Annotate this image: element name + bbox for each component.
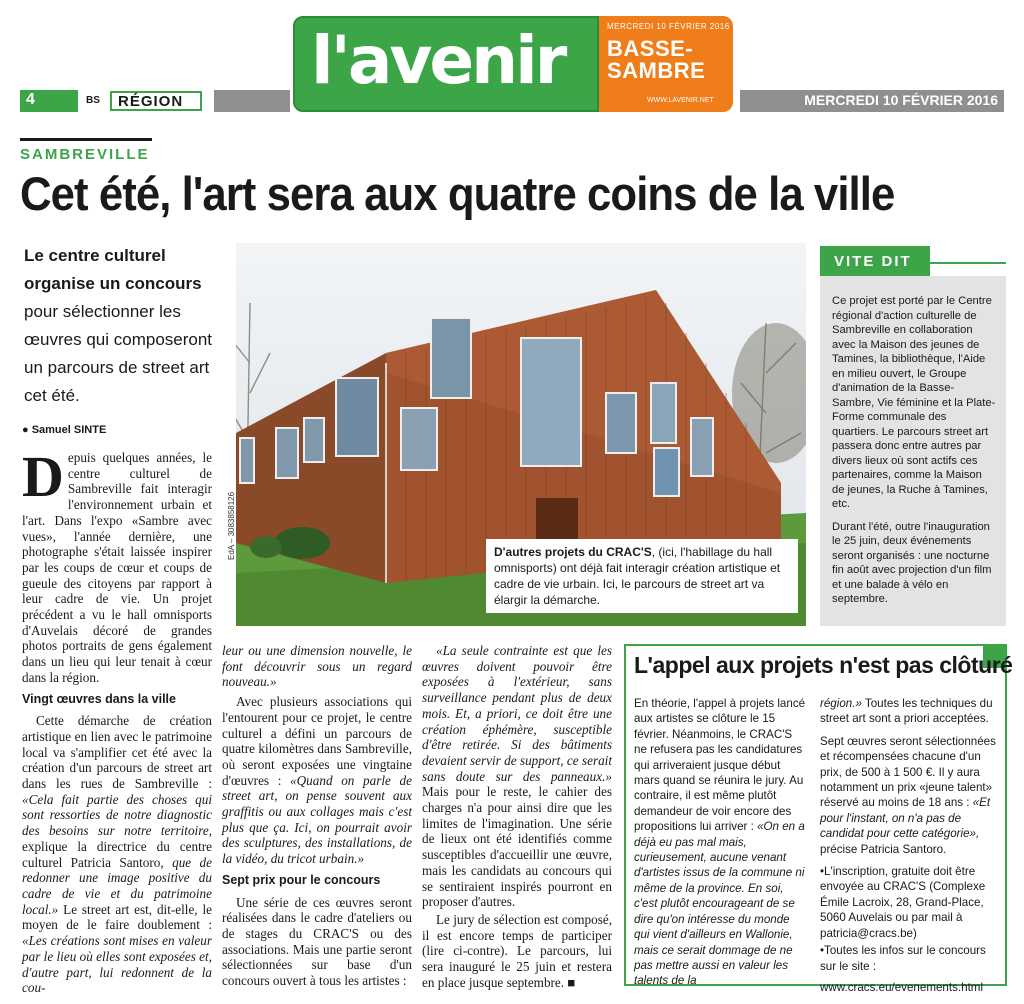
dropcap: D: [22, 444, 64, 509]
vite-dit-title: VITE DIT: [820, 246, 930, 276]
kicker-rule: [20, 138, 152, 141]
appel-right-quote-1: région.»: [820, 697, 862, 710]
article-column-2: [222, 643, 412, 991]
col1-paragraph-2b: explique la directrice du centre culturel Patricia Santoro,: [22, 838, 212, 870]
col3-paragraph-1: Mais pour le reste, le cahier des charges n'a pour ainsi dire que les limites de l'imagination. Une série de lieux ont été identifiés comme susceptibles d'accueillir une œuvre, mais les candidats au concours qui se sentiraient inspirés pourront en proposer d'autres.: [422, 784, 612, 910]
chapo-bold-2: organise un concours: [24, 274, 202, 293]
logo-text: l'avenir: [311, 22, 565, 99]
chapo-bold-1: Le centre culturel: [24, 246, 166, 265]
col2-quote-2: «Quand on parle de street art, on pense souvent aux graffitis ou aux collages mais c'est plus que ça. Ici, on pourrait avoir des sculptures, des installations, de la vidéo, du tricot urbain.»: [222, 772, 412, 867]
col3-quote-1: «La seule contrainte est que les œuvres doivent pouvoir être exposées à l'extérieur, sans surveillance pendant plus de deux mois. Et, a priori, ce doit être une création éphémère, susceptible d'être retirée. Si des bâtiments devaient servir de support, ce serait sans doute sur des panneaux.»: [422, 643, 612, 784]
appel-column-right: [820, 696, 1000, 1002]
edition-url: WWW.LAVENIR.NET: [647, 97, 714, 104]
appel-right-quote-2: «Et pour l'instant, on n'a pas de candidat pour cette catégorie»,: [820, 796, 991, 841]
appel-box-top-rule: [624, 644, 983, 646]
article-column-1: [22, 444, 212, 998]
col1-quote-2: que de redonner une image positive du cadre de vie et du patrimoine local.»: [22, 854, 212, 917]
subhead-sept-prix: Sept prix pour le concours: [222, 872, 381, 887]
byline: ● Samuel SINTE: [22, 424, 107, 436]
vite-dit-box: [820, 276, 1006, 626]
col1-quote-1: «Cela fait partie des choses qui sont ressorties de notre diagnostic des besoins sur notre territoire,: [22, 791, 212, 839]
appel-right-paragraph-2b: précise Patricia Santoro.: [820, 842, 947, 856]
edition-name: BASSE-SAMBRE: [607, 36, 706, 83]
col1-paragraph-2a: Cette démarche de création artistique en lien avec le patrimoine local va s'amplifier cet été avec la création d'un parcours de street art dans les rues de Sambreville :: [22, 713, 212, 792]
appel-right-inscription: •L'inscription, gratuite doit être envoyée au CRAC'S (Complexe Émile Lacroix, 28, Grand-Place, 5060 Auvelais ou par mail à patricia@cracs.be): [820, 865, 986, 940]
appel-right-infos: •Toutes les infos sur le concours sur le site :: [820, 944, 986, 973]
header-band-left: [214, 90, 290, 112]
appel-right-paragraph-1: Toutes les techniques du street art sont a priori acceptées.: [820, 697, 993, 726]
edition-box: [599, 16, 733, 112]
col1-quote-3: «Les créations sont mises en valeur par le lieu où elles sont exposées et, d'autre part, lui redonnent de la cou-: [22, 933, 212, 996]
caption-bold: D'autres projets du CRAC'S: [494, 545, 652, 559]
kicker: SAMBREVILLE: [20, 146, 150, 163]
chapo-text: pour sélectionner les œuvres qui composeront un parcours de street art cet été.: [24, 302, 213, 405]
appel-right-paragraph-2a: Sept œuvres seront sélectionnées et récompensées chacune d'un prix, de 500 à 1 500 €. Il y aura notamment un prix «jeune talent» réservé au moins de 18 ans :: [820, 734, 996, 810]
appel-left-text: En théorie, l'appel à projets lancé aux artistes se clôture le 15 février. Néanmoins, le CRAC'S ne refusera pas les candidatures qui arriveraient jusque début mars quand se réunira le jury. Au contraire, il est même plutôt demandeur de voir encore des propositions lui arriver :: [634, 697, 806, 834]
appel-left-quote: «On en a déjà eu pas mal mais, curieusement, aucune venant d'artistes issus de la commune ni même de la province. En soi, c'est plutôt encourageant de se dire qu'on intéresse du monde qui vient d'ailleurs en Wallonie, mais ce serait dommage de ne pas mettre aussi en valeur les talents de la: [634, 820, 805, 988]
header-date: MERCREDI 10 FÉVRIER 2016: [740, 90, 1004, 112]
logo: [293, 16, 599, 112]
article-column-3: [422, 643, 612, 992]
appel-right-url[interactable]: www.cracs.eu/evenements.html: [820, 980, 984, 994]
photo-caption: [486, 539, 798, 613]
col3-paragraph-2: Le jury de sélection est composé, il est encore temps de participer (lire ci-contre). Le parcours, lui sera inauguré le 25 juin et restera en place jusque septembre. ■: [422, 911, 612, 990]
masthead: [293, 16, 733, 112]
headline: Cet été, l'art sera aux quatre coins de la ville: [20, 167, 895, 220]
col2-quote-1: leur ou une dimension nouvelle, le font découvrir sous un regard nouveau.»: [222, 643, 412, 690]
appel-title: L'appel aux projets n'est pas clôturé: [634, 652, 1013, 678]
appel-column-left: [634, 696, 806, 996]
caption-text: , (ici, l'habillage du hall omnisports) ont déjà fait interagir création artistique et cadre de vie urbain. Ici, le parcours de street art va élargir la démarche.: [494, 545, 781, 607]
vite-dit-rule: [930, 262, 1006, 264]
col2-paragraph-2: Avec plusieurs associations qui l'entourent pour ce projet, le centre culturel a défini un parcours de quatre kilomètres dans Sambreville, où seront exposées une vingtaine d'œuvres :: [222, 694, 412, 788]
subhead-vingt-oeuvres: Vingt œuvres dans la ville: [22, 691, 176, 706]
col1-paragraph-1: epuis quelques années, le centre culturel de Sambreville fait interagir l'environnement urbain et l'art. Dans l'expo «Sambre avec vues», l'année dernière, une photographe s'était laissée inspirer par les coups de cœur et coups de gueule des citoyens par rapport à leur cadre de vie. Un projet précédent a vu le hall omnisports d'Auvelais décoré de grandes photos portraits de gens également dans un lieu qui leur tenait à cœur dans la région.: [22, 450, 212, 685]
col2-paragraph-3: Une série de ces œuvres seront réalisées dans le cadre d'ateliers ou de stages du CRAC'S ou des associations. Mais une partie seront sélectionnées sur base d'un concours ouvert à tous les artistes :: [222, 894, 412, 989]
edition-code: BS: [86, 95, 100, 106]
vite-dit-paragraph-1: Ce projet est porté par le Centre régional d'action culturelle de Sambreville en collaboration avec la Maison des jeunes de Tamines, la bibliothèque, l'Aide en milieu ouvert, le Groupe d'animation de la Basse-Sambre, Vie féminine et la Plate-Forme communale des quartiers. Le parcours street art passera donc entre autres par divers lieux où sont actifs ces partenaires, comme la Maison de jeunes, la Ruche à Tamines, etc.: [832, 295, 996, 510]
col1-paragraph-3a: Le street art est, dit-elle, le moyen de le faire doublement :: [22, 901, 212, 933]
photo-credit: EdA – 3083858126: [227, 491, 236, 560]
section-label: RÉGION: [110, 91, 202, 111]
edition-date: MERCREDI 10 FÉVRIER 2016: [607, 22, 730, 31]
page-number: 4: [20, 90, 78, 112]
chapo: [24, 242, 230, 410]
vite-dit-paragraph-2: Durant l'été, outre l'inauguration le 25 juin, deux événements seront organisés : une nocturne fin août avec projection d'un film et une balade à vélo en septembre.: [832, 520, 992, 605]
